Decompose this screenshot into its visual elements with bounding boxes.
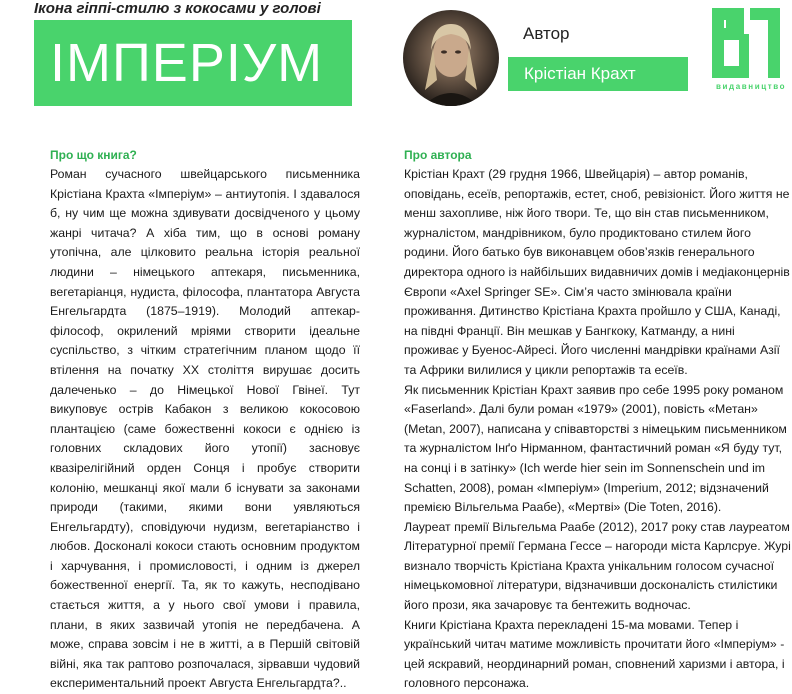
- about-author-paragraph: Крістіан Крахт (29 грудня 1966, Швейцарія) – автор романів, оповідань, есеїв, репортажів, естет, сноб, ревізіоніст. Його життя не менш захопливе, ніж його твори. Те, що він став письменником, журналістом, мандрівником, було продиктовано стилем його родини. Його батько був виконавцем обов’язків генерального директора одного із найбільших видавничих домів і медіаконцернів Європи «Axel Springer SE». Сім’я часто змінювала країни проживання. Дитинство Крістіана Крахта пройшло у США, Канаді, на півдні Франції. Він мешкав у Бангкоку, Катманду, а нині проживає у Буенос-Айресі. Його численні мандрівки країнами Азії та Африки вилилися у цикли репортажів та есеїв.: [404, 167, 790, 377]
- publisher-wordmark: видавництво: [716, 82, 787, 91]
- about-author-paragraph: Як письменник Крістіан Крахт заявив про себе 1995 року романом «Faserland». Далі були роман «1979» (2001), повість «Метан» (Metan, 2007), написана у співавторстві з німецьким письменником та журналістом Інґо Нірманном, фантастичний роман «Я буду тут, на сонці і в затінку» (Ich werde hier sein im Sonnenschein und im Schatten, 2008), роман «Імперіум» (Imperium, 2012; відзначений премією Вільгельма Раабе), «Мертві» (Die Toten, 2016).: [404, 382, 787, 515]
- author-photo: [403, 10, 499, 106]
- book-tagline: Ікона гіппі-стилю з кокосами у голові: [34, 0, 321, 17]
- about-author-text: [404, 165, 792, 694]
- author-portrait-image: [403, 10, 499, 106]
- author-name: Крістіан Крахт: [524, 64, 636, 83]
- author-label: Автор: [523, 24, 570, 43]
- book-title: ІМПЕРІУМ: [50, 33, 324, 93]
- about-author-heading: Про автора: [404, 148, 472, 162]
- about-author-paragraph: Книги Крістіана Крахта перекладені 15-ма мовами. Тепер і український читач матиме можливість прочитати його «Імперіум» - цей яскравий, неординарний роман, сповнений харизми і автора, і головного персонажа.: [404, 617, 785, 691]
- book-title-banner: [34, 20, 352, 106]
- about-author-paragraph: Лауреат премії Вільгельма Раабе (2012), 2017 року став лауреатом Літературної премії Германа Гессе – нагороди міста Карлсруе. Журі визнало творчість Крістіана Крахта унікальним голосом сучасної німецькомовної літератури, відзначивши досконалість стилістики його прози, яка зачаровує та бентежить водночас.: [404, 519, 791, 613]
- author-name-banner: [508, 57, 688, 91]
- logo-21-icon: [710, 6, 782, 84]
- about-book-paragraph: Роман сучасного швейцарського письменника Крістіана Крахта «Імперіум» – антиутопія. І здавалося б, ну чим ще можна здивувати досвідченого у цьому жанрі читача? А хіба тим, що в основі роману утопічна, але цілковито реальна історія реальної людини – німецького аптекаря, письменника, вегетаріанця, нудиста, філософа, плантатора Августа Енгельгардта (1875–1919). Молодий аптекар-філософ, окрилений мріями створити ідеальне суспільство, з чітким стратегічним планом щодо її втілення на початку ХХ століття вирушає досить далеченько – до Німецької Нової Гвінеї. Тут викуповує острів Кабакон з великою кокосовою плантацією (саме божественні кокоси є однією із головних складових його утопії) засновує квазірелігійний орден Сонця і пробує створити колонію, мешканці якої мали б існувати за законами природи (такими, якими вони уявляються Енгельгардту), сповідуючи нудизм, вегетаріанство і любов. Досконалі кокоси стають основним продуктом і харчування, і промисловості, і одним із джерел божественної енергії. Та, як то кажуть, несподівано стається життя, а у нього свої умови і правила, плани, в яких зазвичай утопія не передбачена. А може, справа зовсім і не в житті, а в Першій світовій війні, яка так раптово розпочалася, зірвавши чудовий експериментальний проект Августа Енгельгардта?..: [50, 167, 360, 691]
- about-book-heading: Про що книга?: [50, 148, 137, 162]
- about-book-text: [50, 165, 360, 694]
